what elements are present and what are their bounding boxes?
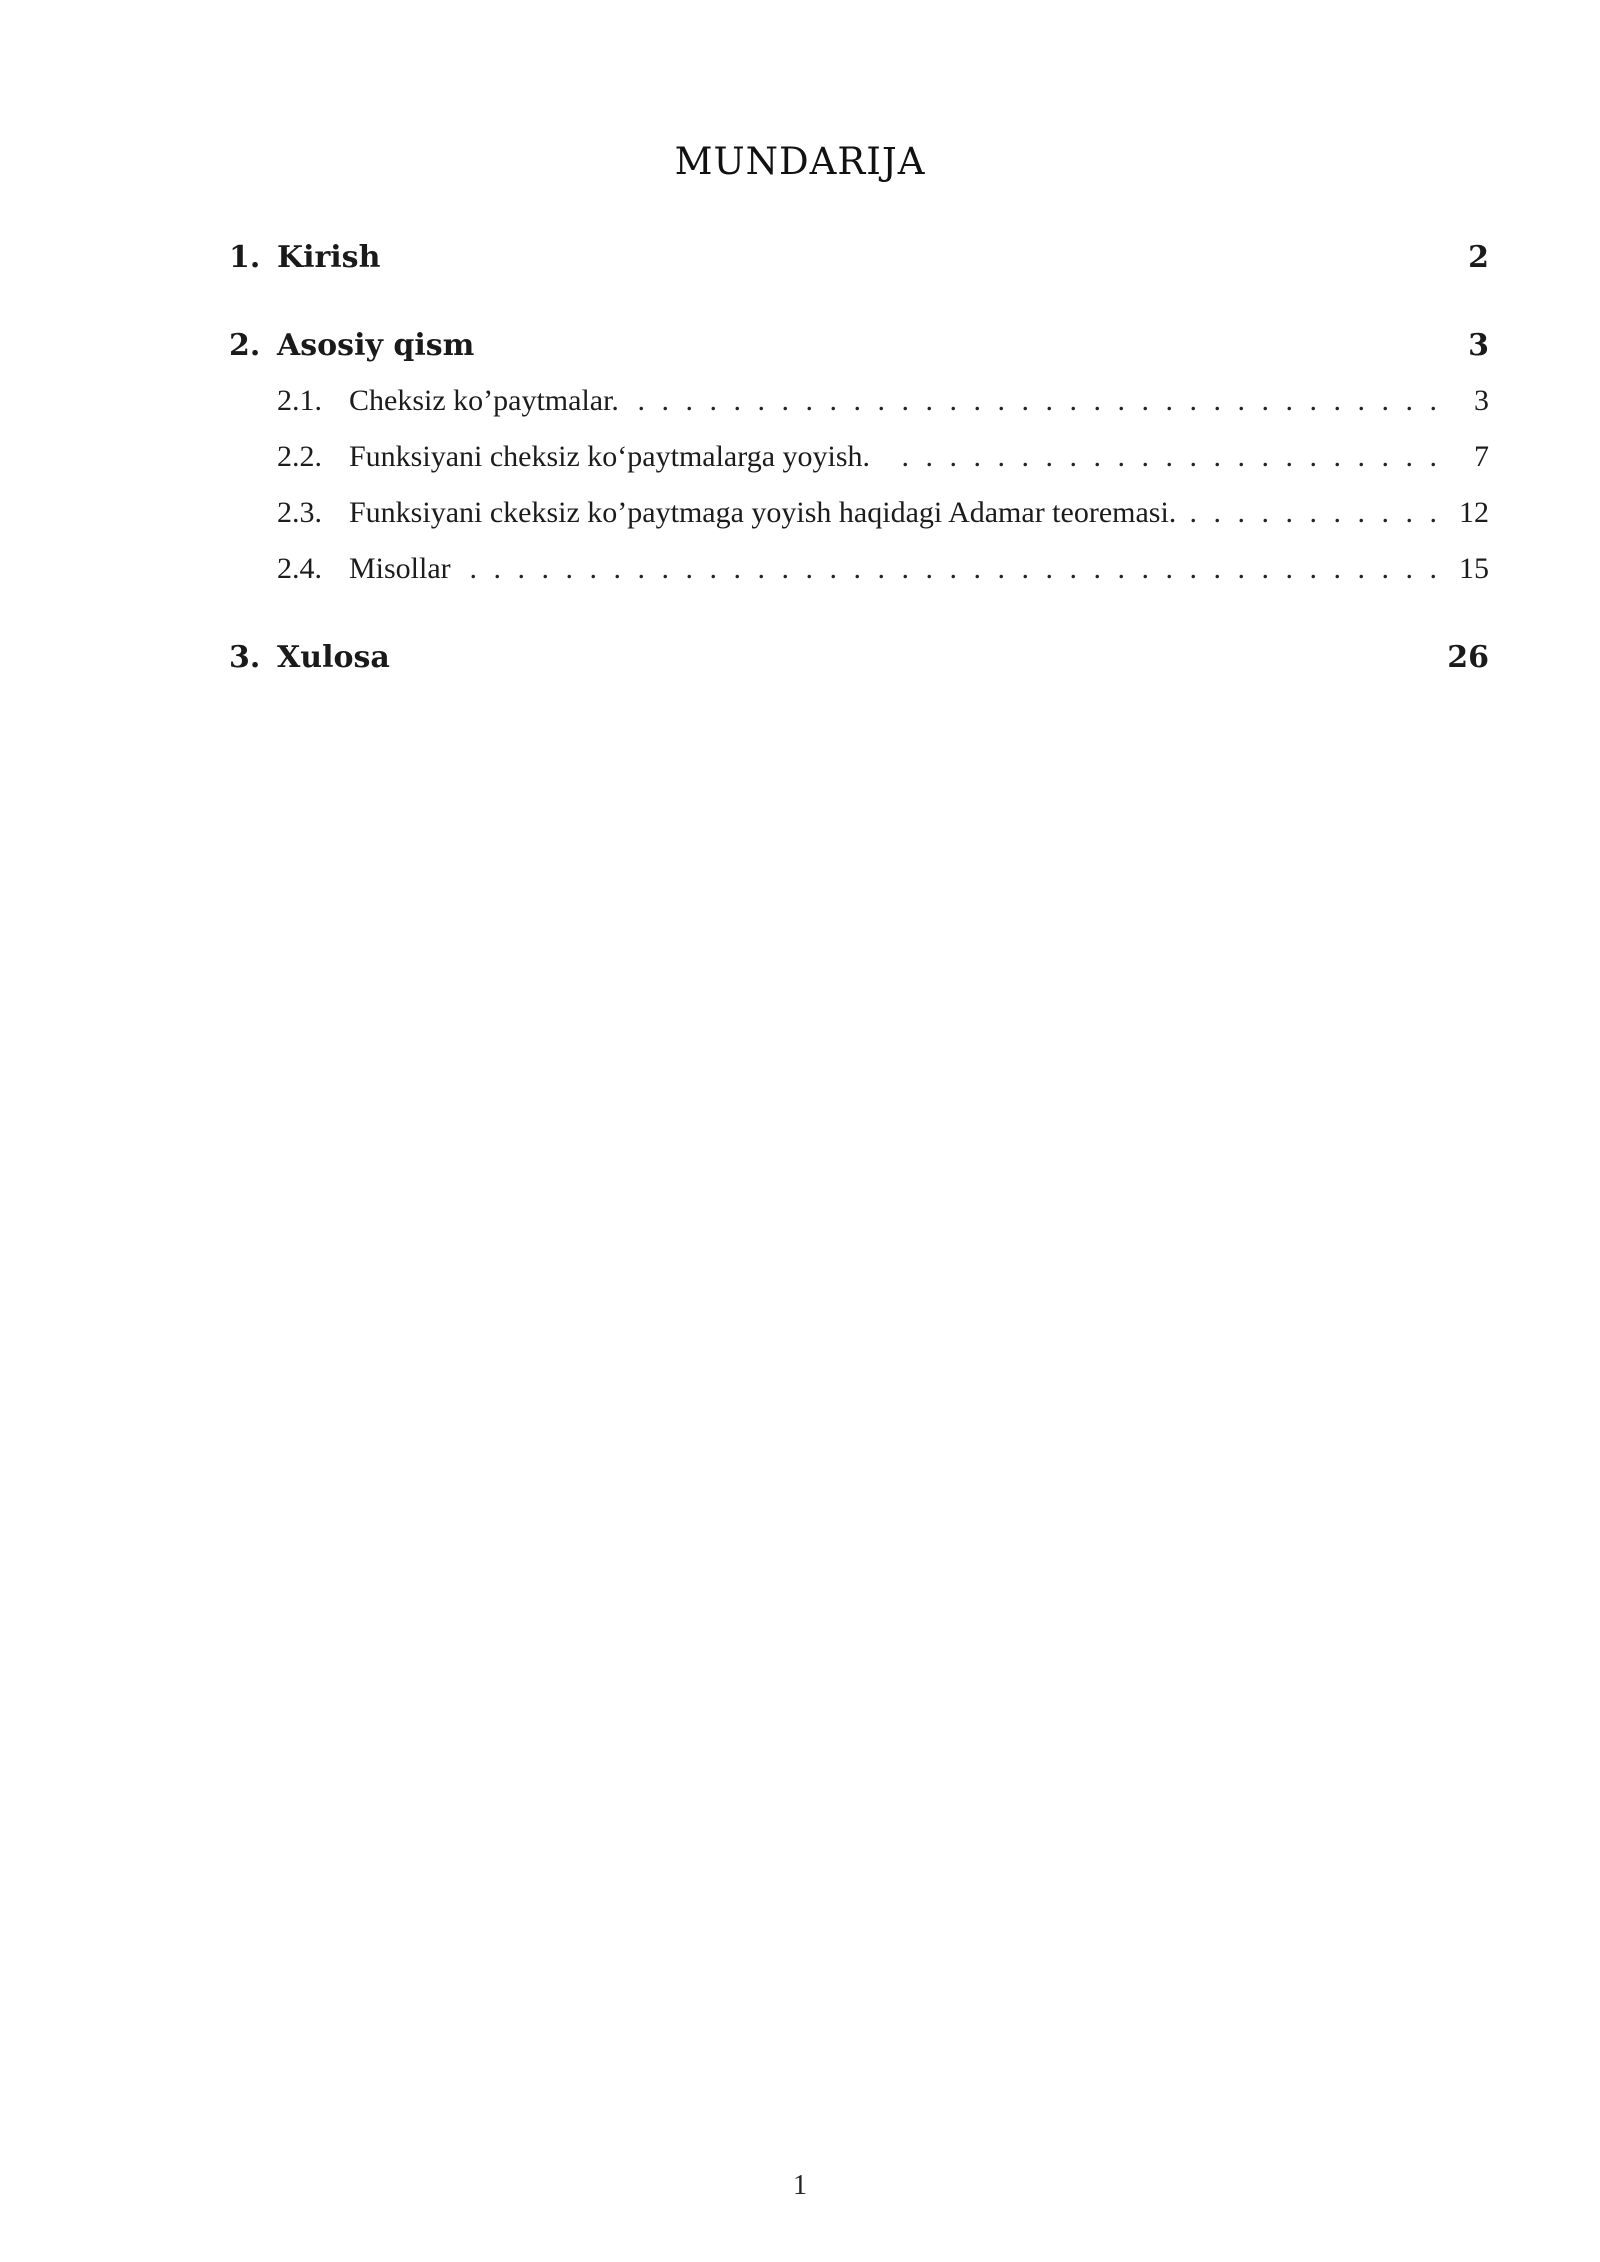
- toc-section-page: 26: [1447, 640, 1489, 675]
- toc-subsection-number: 2.2.: [277, 440, 322, 473]
- toc-section-asosiy-qism[interactable]: [229, 328, 1489, 363]
- toc-subsection-label: Cheksiz ko’paytmalar.: [349, 384, 619, 417]
- toc-section-label: Asosiy qism: [277, 328, 475, 363]
- page-title: MUNDARIJA: [674, 140, 926, 183]
- page-number: 1: [793, 2170, 807, 2201]
- toc-subsection-label: Funksiyani ckeksiz ko’paytmaga yoyish haqidagi Adamar teoremasi.: [349, 496, 1177, 529]
- toc-subsection-2-4[interactable]: [229, 552, 1489, 586]
- toc-subsection-page: 7: [1474, 440, 1489, 473]
- toc-section-page: 2: [1468, 240, 1489, 275]
- toc-section-page: 3: [1468, 328, 1489, 363]
- toc-subsection-label: Funksiyani cheksiz ko‘paytmalarga yoyish.: [349, 440, 871, 473]
- toc-subsection-number: 2.1.: [277, 384, 322, 417]
- toc-section-label: Kirish: [277, 240, 381, 275]
- toc-section-label: Xulosa: [277, 640, 390, 675]
- toc-subsection-page: 12: [1459, 496, 1489, 529]
- toc-section-number: 3.: [229, 640, 261, 675]
- toc-subsection-2-1[interactable]: [229, 384, 1489, 418]
- dot-leader: [633, 384, 1437, 418]
- toc-subsection-label: Misollar: [349, 552, 451, 585]
- toc-subsection-number: 2.3.: [277, 496, 322, 529]
- toc-subsection-2-3[interactable]: [229, 496, 1489, 530]
- toc-subsection-page: 3: [1474, 384, 1489, 417]
- toc-section-kirish[interactable]: [229, 240, 1489, 275]
- dot-leader: [884, 440, 1437, 474]
- toc-section-number: 1.: [229, 240, 261, 275]
- toc-subsection-page: 15: [1459, 552, 1489, 585]
- toc-subsection-number: 2.4.: [277, 552, 322, 585]
- toc-section-number: 2.: [229, 328, 261, 363]
- dot-leader: [465, 552, 1437, 586]
- dot-leader: [1190, 496, 1437, 530]
- toc-section-xulosa[interactable]: [229, 640, 1489, 675]
- toc-subsection-2-2[interactable]: [229, 440, 1489, 474]
